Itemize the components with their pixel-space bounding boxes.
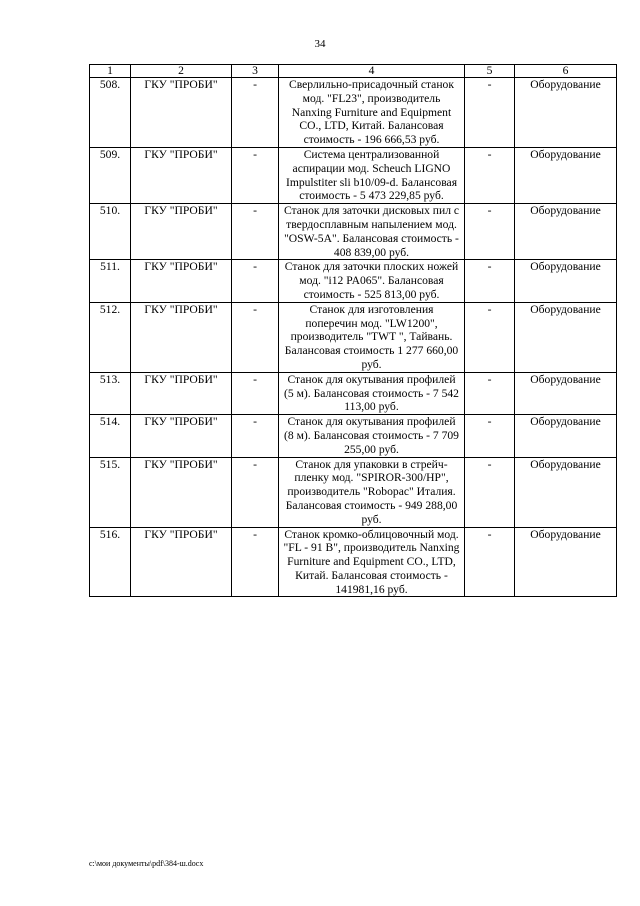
row-number: 511.: [90, 260, 131, 302]
row-col5: -: [465, 415, 515, 457]
file-path-footer: c:\мои документы\pdf\384-ш.docx: [89, 859, 204, 868]
row-col5: -: [465, 147, 515, 203]
row-col5: -: [465, 260, 515, 302]
row-type: Оборудование: [515, 204, 617, 260]
table-row: [90, 147, 617, 203]
column-header: 3: [232, 65, 279, 78]
row-col3: -: [232, 527, 279, 597]
column-header: 6: [515, 65, 617, 78]
row-description: Станок для упаковки в стрейч-пленку мод. "SPIROR-300/HP", производитель "Robopac" Италия. Балансовая стоимость - 949 288,00 руб.: [279, 457, 465, 527]
row-type: Оборудование: [515, 527, 617, 597]
row-organization: ГКУ "ПРОБИ": [131, 302, 232, 372]
row-description: Станок кромко-облицовочный мод. "FL - 91 B", производитель Nanxing Furniture and Equipment CO., LTD, Китай. Балансовая стоимость - 141981,16 руб.: [279, 527, 465, 597]
row-organization: ГКУ "ПРОБИ": [131, 147, 232, 203]
column-header: 4: [279, 65, 465, 78]
page-number: 34: [314, 38, 326, 50]
row-description: Станок для заточки дисковых пил с твердосплавным напылением мод. "OSW-5A". Балансовая стоимость - 408 839,00 руб.: [279, 204, 465, 260]
row-description: Станок для окутывания профилей (5 м). Балансовая стоимость - 7 542 113,00 руб.: [279, 372, 465, 414]
row-col5: -: [465, 302, 515, 372]
row-number: 509.: [90, 147, 131, 203]
row-description: Система централизованной аспирации мод. Scheuch LIGNO Impulstiter sli b10/09-d. Балансовая стоимость - 5 473 229,85 руб.: [279, 147, 465, 203]
row-description: Станок для заточки плоских ножей мод. "i12 PA065". Балансовая стоимость - 525 813,00 руб.: [279, 260, 465, 302]
row-number: 516.: [90, 527, 131, 597]
table-row: [90, 204, 617, 260]
row-type: Оборудование: [515, 78, 617, 148]
table-row: [90, 457, 617, 527]
row-col5: -: [465, 457, 515, 527]
column-header: 5: [465, 65, 515, 78]
row-col3: -: [232, 147, 279, 203]
row-col3: -: [232, 457, 279, 527]
row-col5: -: [465, 78, 515, 148]
header-row: [90, 65, 617, 78]
row-description: Станок для окутывания профилей (8 м). Балансовая стоимость - 7 709 255,00 руб.: [279, 415, 465, 457]
row-organization: ГКУ "ПРОБИ": [131, 527, 232, 597]
row-description: Станок для изготовления поперечин мод. "LW1200", производитель "TWT ", Тайвань. Балансовая стоимость 1 277 660,00 руб.: [279, 302, 465, 372]
row-organization: ГКУ "ПРОБИ": [131, 78, 232, 148]
row-type: Оборудование: [515, 415, 617, 457]
row-organization: ГКУ "ПРОБИ": [131, 415, 232, 457]
row-type: Оборудование: [515, 302, 617, 372]
row-col3: -: [232, 415, 279, 457]
row-number: 512.: [90, 302, 131, 372]
row-col5: -: [465, 527, 515, 597]
row-type: Оборудование: [515, 372, 617, 414]
row-col5: -: [465, 372, 515, 414]
row-col5: -: [465, 204, 515, 260]
row-number: 513.: [90, 372, 131, 414]
table-row: [90, 260, 617, 302]
row-col3: -: [232, 302, 279, 372]
table-row: [90, 415, 617, 457]
row-organization: ГКУ "ПРОБИ": [131, 204, 232, 260]
row-number: 515.: [90, 457, 131, 527]
row-col3: -: [232, 260, 279, 302]
row-col3: -: [232, 204, 279, 260]
row-number: 514.: [90, 415, 131, 457]
row-col3: -: [232, 78, 279, 148]
row-type: Оборудование: [515, 260, 617, 302]
row-type: Оборудование: [515, 147, 617, 203]
table-row: [90, 78, 617, 148]
row-description: Сверлильно-присадочный станок мод. "FL23", производитель Nanxing Furniture and Equipment CO., LTD, Китай. Балансовая стоимость - 196 666,53 руб.: [279, 78, 465, 148]
row-col3: -: [232, 372, 279, 414]
row-type: Оборудование: [515, 457, 617, 527]
row-organization: ГКУ "ПРОБИ": [131, 260, 232, 302]
table-row: [90, 302, 617, 372]
table-row: [90, 372, 617, 414]
equipment-table: [89, 64, 617, 597]
table-row: [90, 527, 617, 597]
row-organization: ГКУ "ПРОБИ": [131, 457, 232, 527]
column-header: 1: [90, 65, 131, 78]
row-organization: ГКУ "ПРОБИ": [131, 372, 232, 414]
row-number: 508.: [90, 78, 131, 148]
row-number: 510.: [90, 204, 131, 260]
column-header: 2: [131, 65, 232, 78]
